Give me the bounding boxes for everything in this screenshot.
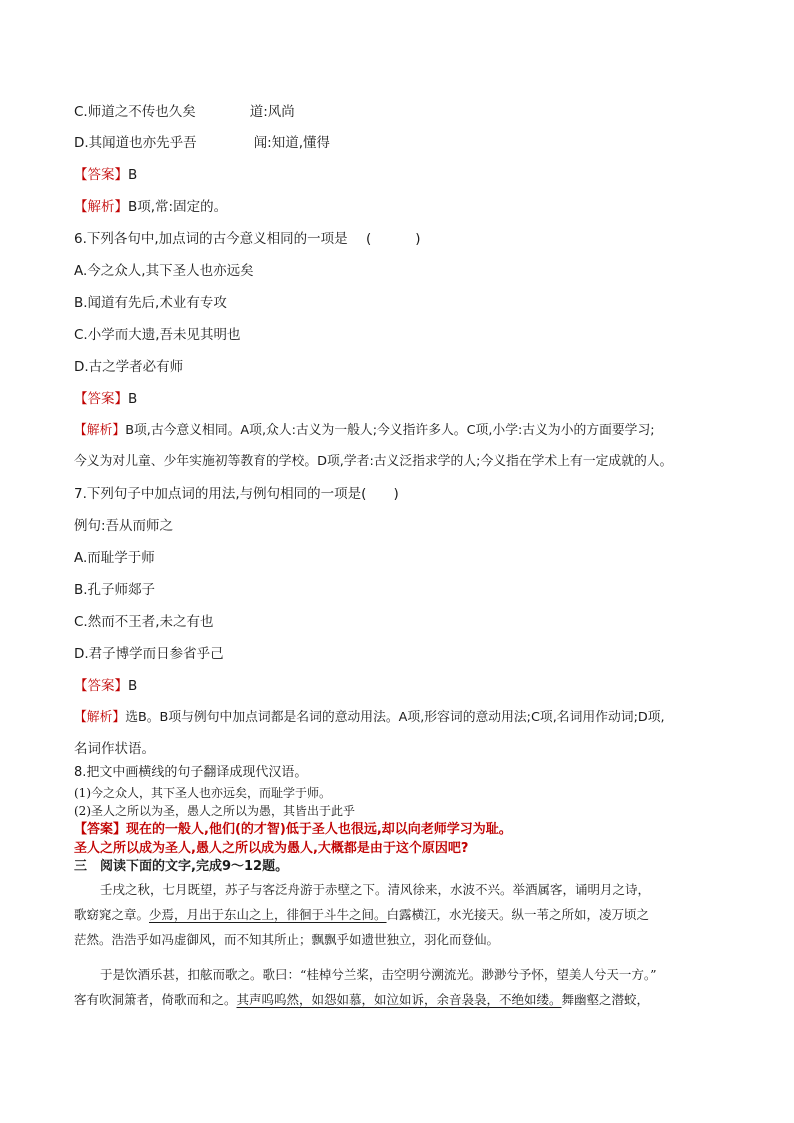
- q5-option-d: [74, 134, 330, 152]
- option-text: D.其闻道也亦先乎吾: [74, 135, 197, 151]
- q7-answer: [74, 677, 137, 695]
- q7-analysis-line-1: [74, 709, 665, 727]
- q8-sentence-2: (2)圣人之所以为圣，愚人之所以为愚，其皆出于此乎: [74, 804, 356, 818]
- passage-text: 白露横江，水光接天。纵一苇之所如，凌万顷之: [386, 907, 650, 922]
- underlined-sentence: 其声呜呜然，如怨如慕，如泣如诉，余音袅袅，不绝如缕。: [236, 992, 562, 1007]
- answer-tag: 【答案】: [74, 678, 128, 694]
- q6-option-d: D.古之学者必有师: [74, 359, 184, 375]
- answer-value: B: [128, 678, 138, 694]
- answer-paren-close: ): [415, 231, 421, 247]
- passage-p1-line-2: [74, 906, 649, 924]
- q5-analysis: [74, 198, 227, 216]
- answer-paren-open: (: [365, 231, 372, 247]
- q8-stem: 8.把文中画横线的句子翻译成现代汉语。: [74, 765, 308, 780]
- q7-option-a: A.而耻学于师: [74, 550, 155, 566]
- answer-tag: 【答案】: [74, 391, 128, 407]
- analysis-text: 选B。B项与例句中加点词都是名词的意动用法。A项,形容词的意动用法;C项,名词用作动词;D项,: [125, 710, 665, 725]
- q7-option-c: C.然而不王者,未之有也: [74, 614, 214, 630]
- passage-p1-line-3: 茫然。浩浩乎如冯虚御风，而不知其所止；飘飘乎如遗世独立，羽化而登仙。: [74, 932, 500, 947]
- passage-text: 舞幽壑之潜蛟，: [561, 992, 650, 1007]
- passage-p1-line-1: 壬戌之秋，七月既望，苏子与客泛舟游于赤壁之下。清风徐来，水波不兴。举酒属客，诵明月之诗，: [100, 882, 651, 897]
- answer-tag: 【答案】: [74, 822, 127, 837]
- passage-p2-line-2: [74, 991, 649, 1009]
- q6-analysis-line-2: 今义为对儿童、少年实施初等教育的学校。D项,学者:古义泛指求学的人;今义指在学术上有一定成就的人。: [74, 454, 673, 469]
- analysis-tag: 【解析】: [74, 710, 126, 725]
- answer-value: B: [128, 167, 138, 183]
- analysis-text: B项,古今意义相同。A项,众人:古义为一般人;今义指许多人。C项,小学:古义为小的方面要学习;: [125, 423, 655, 438]
- question-stem: 6.下列各句中,加点词的古今意义相同的一项是: [74, 231, 348, 247]
- q5-answer: [74, 166, 137, 184]
- analysis-tag: 【解析】: [74, 423, 126, 438]
- answer-tag: 【答案】: [74, 167, 128, 183]
- option-text: C.师道之不传也久矣: [74, 104, 196, 120]
- q7-example: 例句:吾从而师之: [74, 518, 174, 534]
- analysis-tag: 【解析】: [74, 199, 128, 215]
- option-gloss: 道:风尚: [249, 104, 295, 120]
- underlined-sentence: 少焉，月出于东山之上，徘徊于斗牛之间。: [149, 907, 387, 922]
- answer-value: B: [128, 391, 138, 407]
- q6-option-c: C.小学而大遗,吾未见其明也: [74, 327, 241, 343]
- q8-answer-line-2: 圣人之所以成为圣人,愚人之所以成为愚人,大概都是由于这个原因吧?: [74, 841, 469, 856]
- passage-text: 歌窈窕之章。: [74, 907, 150, 922]
- option-gloss: 闻:知道,懂得: [253, 135, 331, 151]
- q7-stem: 7.下列句子中加点词的用法,与例句相同的一项是( ): [74, 486, 399, 502]
- q7-option-b: B.孔子师郯子: [74, 582, 156, 598]
- q6-analysis-line-1: [74, 422, 655, 440]
- q6-option-b: B.闻道有先后,术业有专攻: [74, 295, 227, 311]
- q8-answer-line-1: [74, 821, 512, 839]
- passage-text: 客有吹洞箫者，倚歌而和之。: [74, 992, 237, 1007]
- q7-option-d: D.君子博学而日参省乎己: [74, 646, 224, 662]
- q5-option-c: [74, 103, 295, 121]
- answer-text: 现在的一般人,他们(的才智)低于圣人也很远,却以向老师学习为耻。: [126, 822, 512, 837]
- q6-answer: [74, 390, 137, 408]
- analysis-text: B项,常:固定的。: [128, 199, 228, 215]
- q6-option-a: A.今之众人,其下圣人也亦远矣: [74, 263, 254, 279]
- q8-sentence-1: (1)今之众人，其下圣人也亦远矣，而耻学于师。: [74, 786, 331, 800]
- passage-p2-line-1: 于是饮酒乐甚，扣舷而歌之。歌曰：“桂棹兮兰桨，击空明兮溯流光。渺渺兮予怀，望美人兮天一方。”: [100, 967, 657, 982]
- q7-analysis-line-2: 名词作状语。: [74, 741, 155, 757]
- q6-stem: [74, 230, 421, 248]
- section-heading: 三 阅读下面的文字,完成9～12题。: [74, 859, 289, 874]
